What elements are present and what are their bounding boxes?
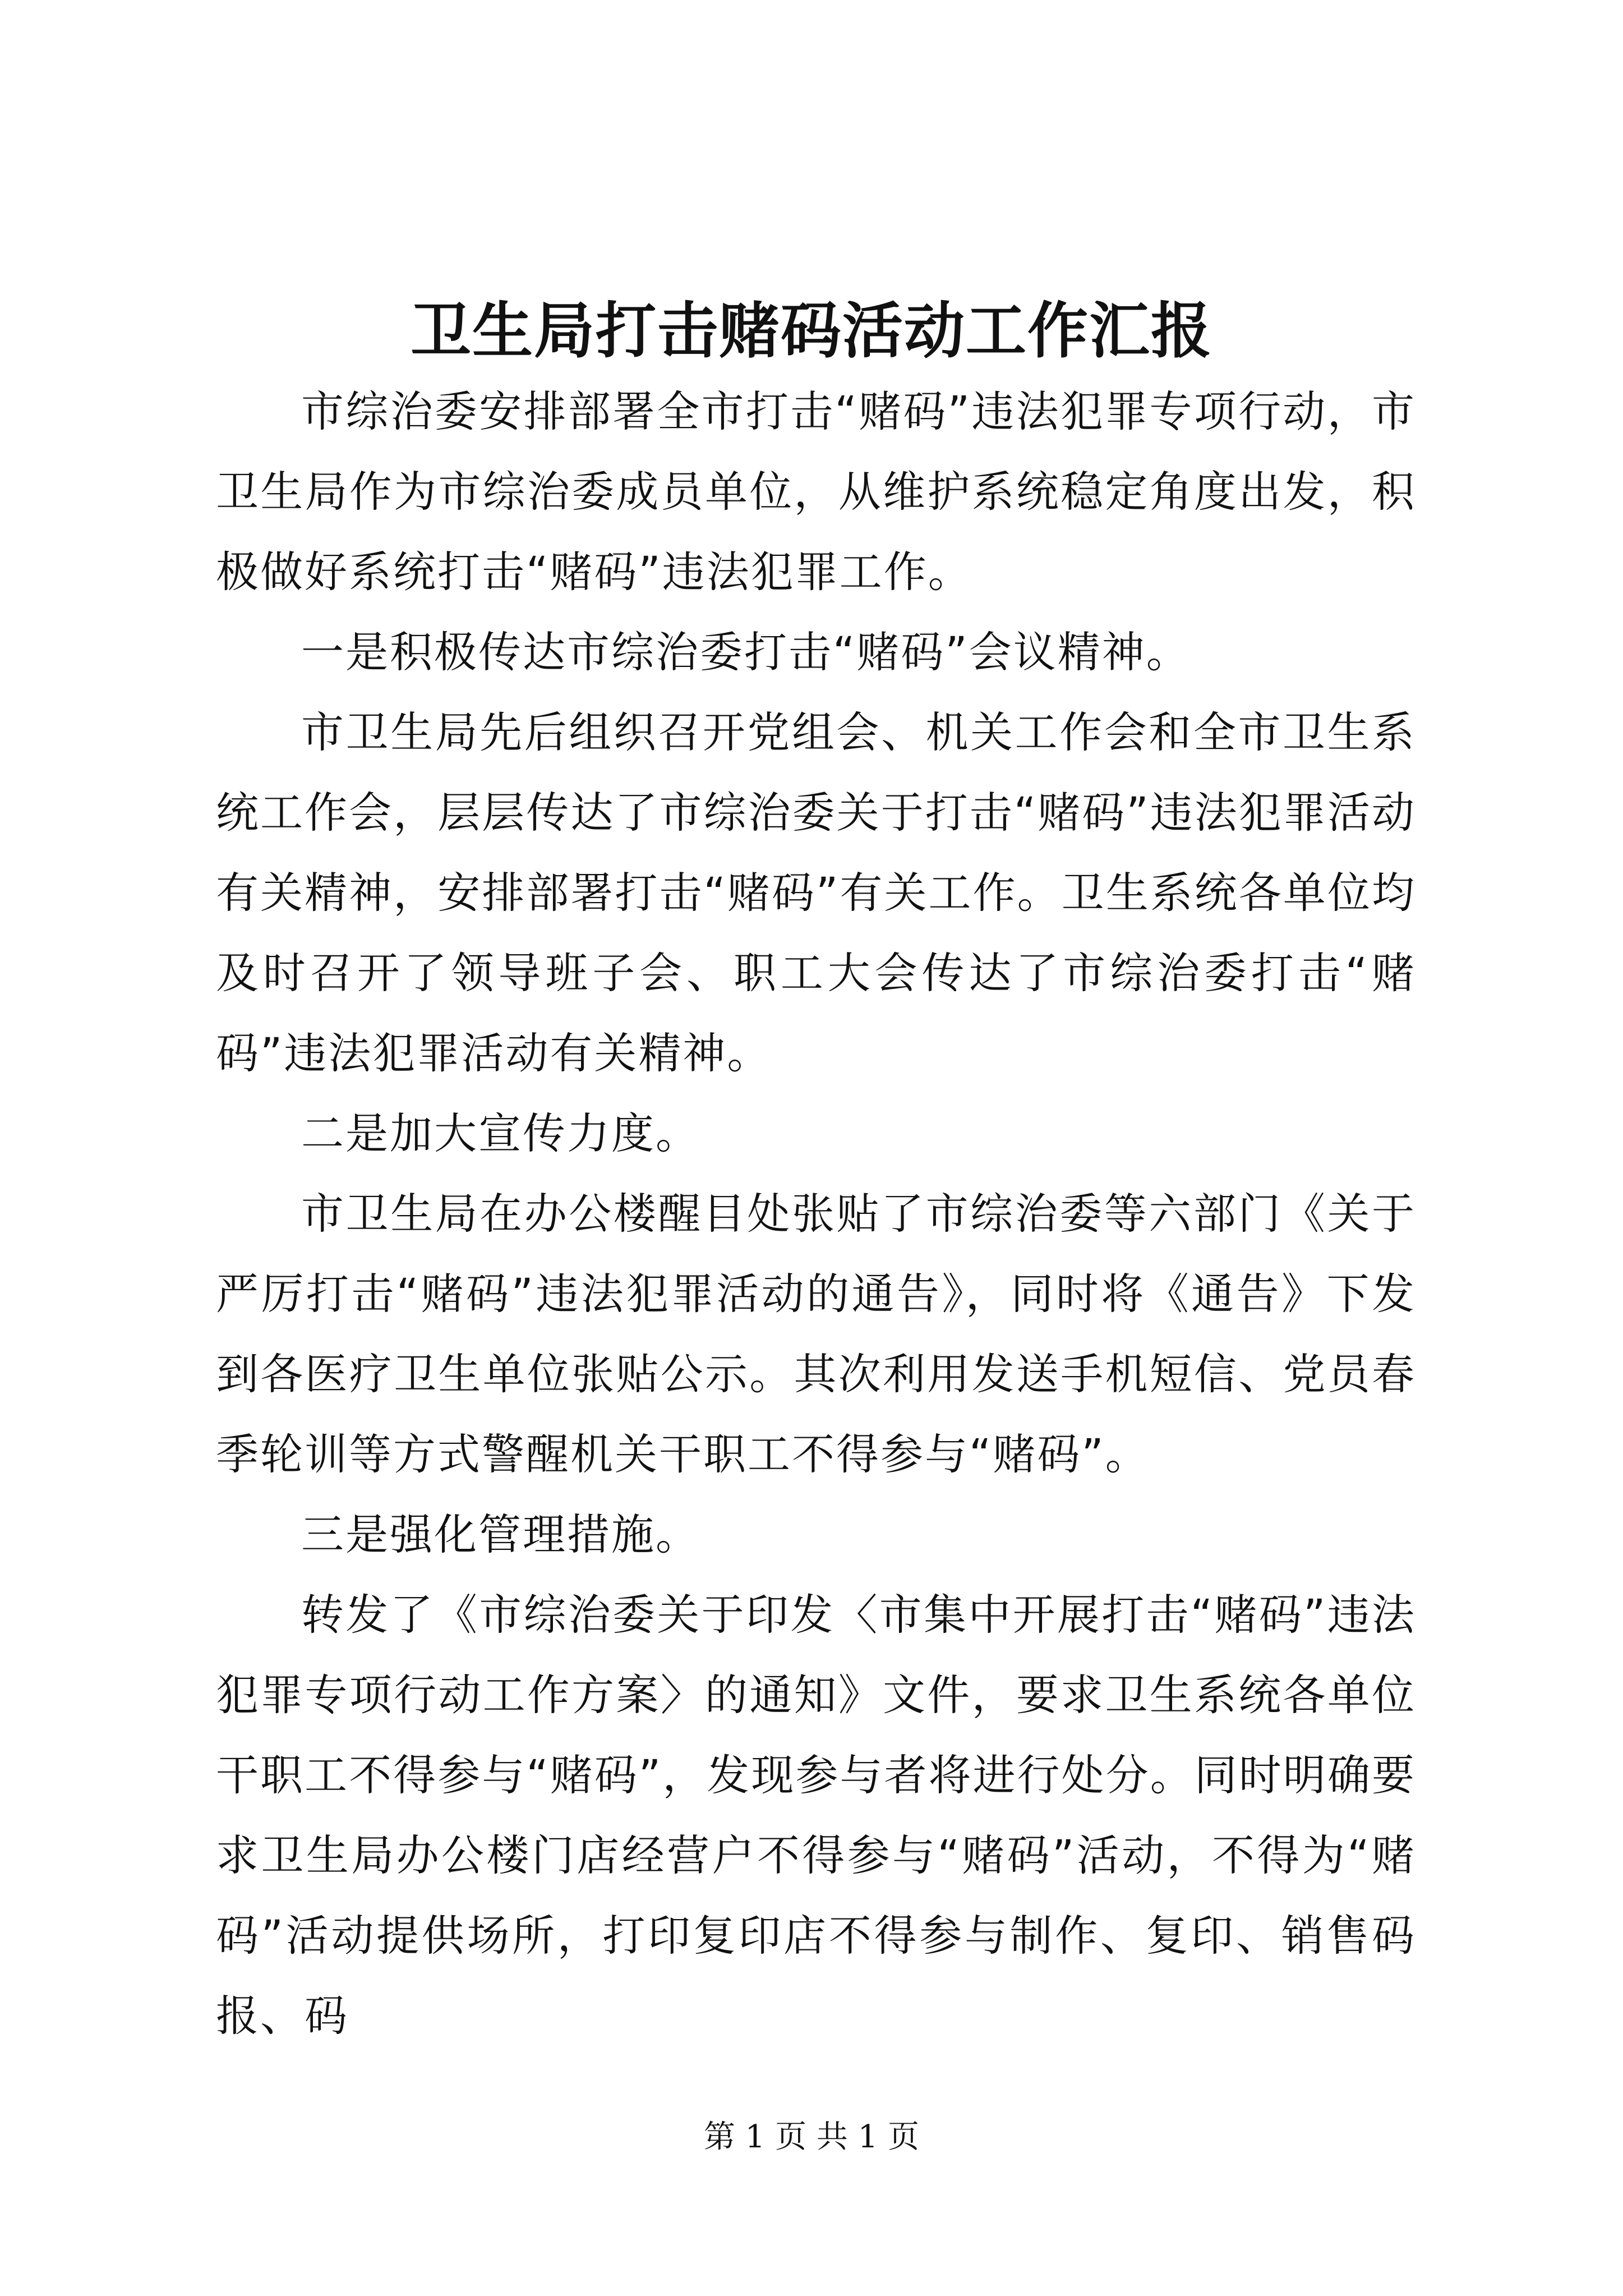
paragraph-section-1: 市卫生局先后组织召开党组会、机关工作会和全市卫生系统工作会，层层传达了市综治委关于打击“赌码”违法犯罪活动有关精神，安排部署打击“赌码”有关工作。卫生系统各单位均及时召开了领导班子会、职工大会传达了市综治委打击“赌码”违法犯罪活动有关精神。 [216, 707, 1416, 1078]
paragraph-heading-1: 一是积极传达市综治委打击“赌码”会议精神。 [301, 627, 1191, 677]
page-footer: 第 1 页 共 1 页 [703, 2119, 920, 2155]
paragraph-intro: 市综治委安排部署全市打击“赌码”违法犯罪专项行动，市卫生局作为市综治委成员单位，从维护系统稳定角度出发，积极做好系统打击“赌码”违法犯罪工作。 [216, 386, 1416, 597]
paragraph-heading-2: 二是加大宣传力度。 [301, 1108, 700, 1158]
document-body [216, 371, 1416, 2056]
document-title: 卫生局打击赌码活动工作汇报 [410, 296, 1212, 366]
paragraph-section-3: 转发了《市综治委关于印发〈市集中开展打击“赌码”违法犯罪专项行动工作方案〉的通知》文件，要求卫生系统各单位干职工不得参与“赌码”，发现参与者将进行处分。同时明确要求卫生局办公楼门店经营户不得参与“赌码”活动，不得为“赌码”活动提供场所，打印复印店不得参与制作、复印、销售码报、码 [216, 1590, 1416, 2041]
paragraph-heading-3: 三是强化管理措施。 [301, 1510, 700, 1559]
paragraph-section-2: 市卫生局在办公楼醒目处张贴了市综治委等六部门《关于严厉打击“赌码”违法犯罪活动的通告》，同时将《通告》下发到各医疗卫生单位张贴公示。其次利用发送手机短信、党员春季轮训等方式警醒机关干职工不得参与“赌码”。 [216, 1189, 1416, 1479]
